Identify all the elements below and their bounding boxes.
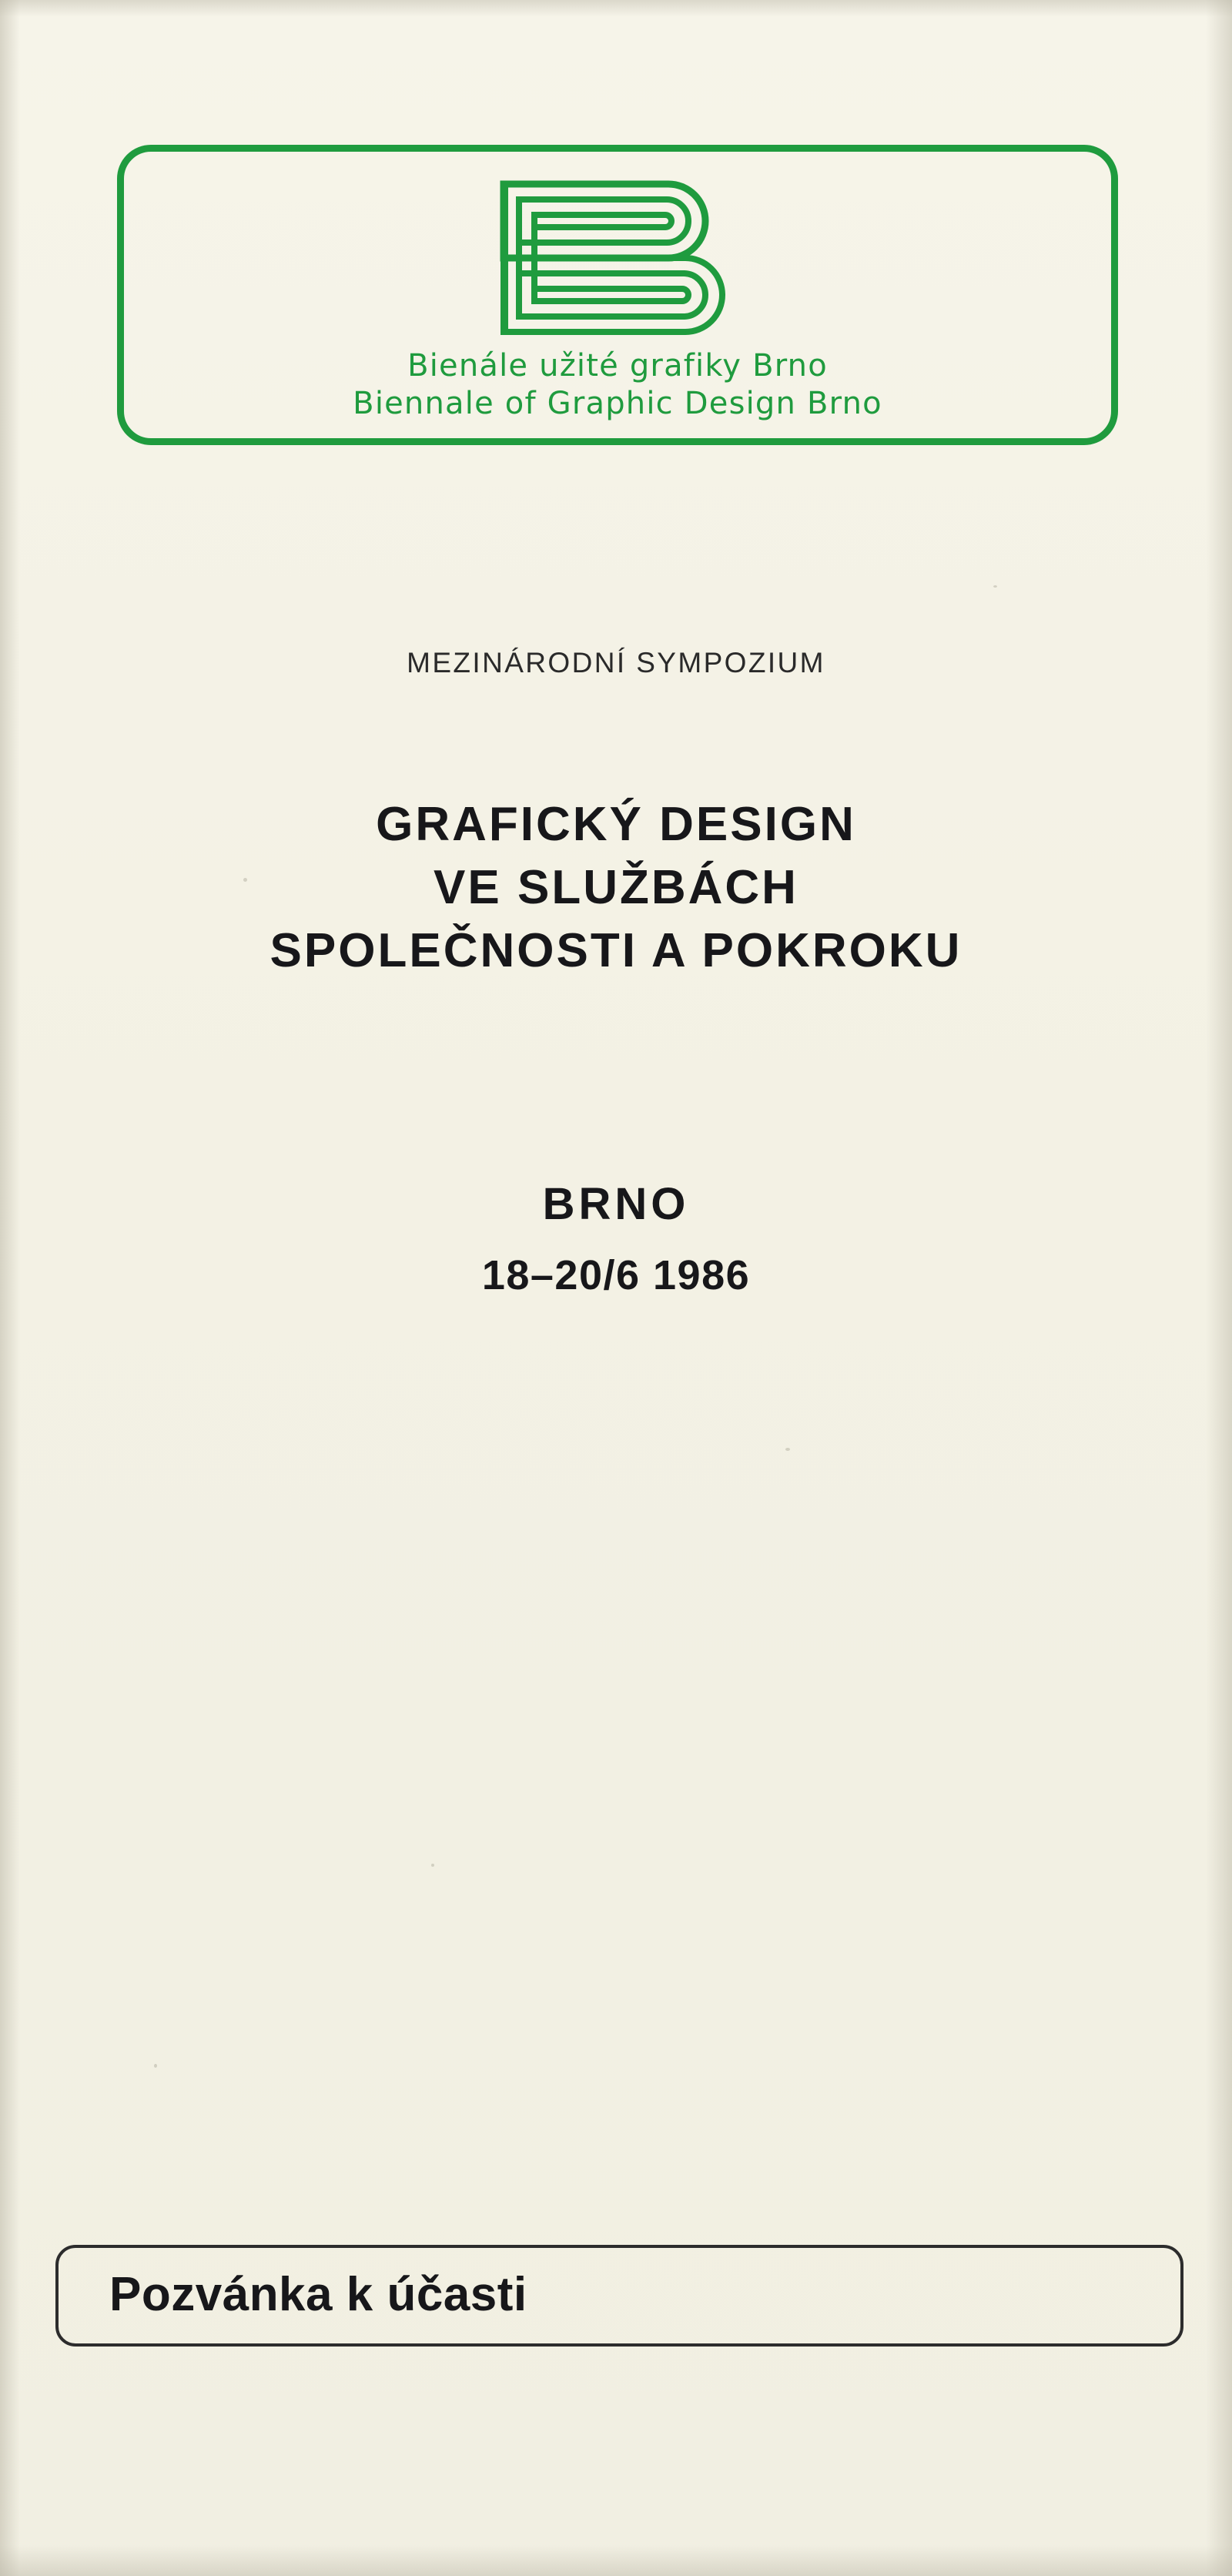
- page-title-line-3: SPOLEČNOSTI A POKROKU: [270, 923, 962, 977]
- logo-caption: [124, 347, 1111, 423]
- page-edge-shadow-top: [0, 0, 1232, 17]
- paper-speck: [993, 585, 997, 588]
- event-dates: 18–20/6 1986: [481, 1252, 751, 1298]
- page-title: [0, 793, 1232, 982]
- page-edge-shadow-bottom: [0, 2545, 1232, 2576]
- invitation-label: Pozvánka k účasti: [109, 2268, 527, 2322]
- paper-speck: [154, 2064, 157, 2068]
- page-title-line-1: GRAFICKÝ DESIGN: [376, 798, 856, 851]
- logo-frame: [117, 145, 1118, 445]
- logo-caption-en: Biennale of Graphic Design Brno: [353, 385, 882, 421]
- logo-caption-cs: Bienále užité grafiky Brno: [407, 348, 828, 384]
- symposium-kicker: MEZINÁRODNÍ SYMPOZIUM: [407, 647, 825, 678]
- page-title-line-2: VE SLUŽBÁCH: [434, 860, 798, 914]
- paper-speck: [431, 1864, 434, 1867]
- biennale-b-monogram-icon: [487, 173, 748, 343]
- event-place: BRNO: [542, 1179, 690, 1229]
- paper-speck: [785, 1448, 790, 1451]
- invitation-box: [55, 2245, 1183, 2347]
